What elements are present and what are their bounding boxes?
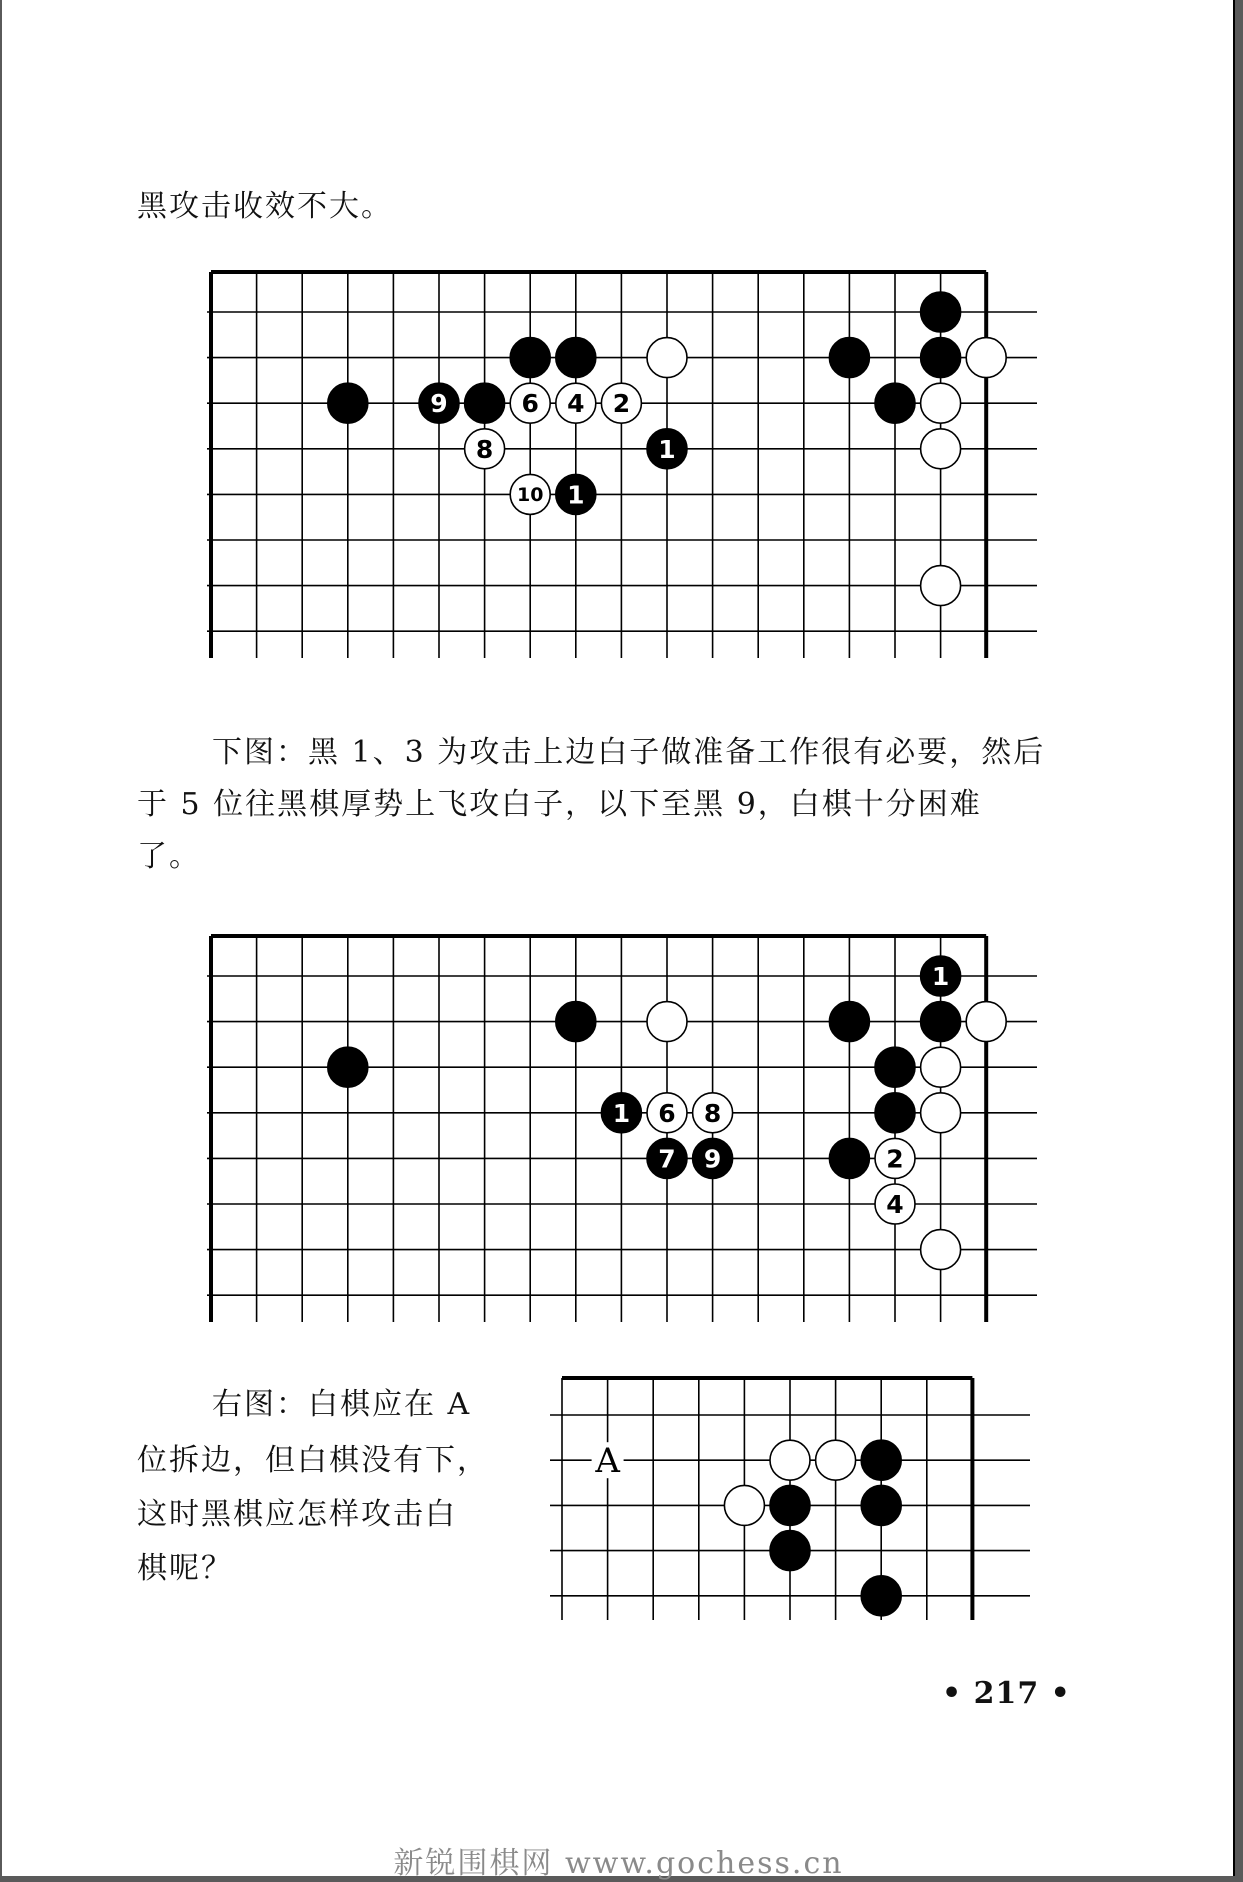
black-stone [328,1047,368,1087]
white-stone [921,383,961,423]
go-diagram-3 [550,1370,1035,1625]
white-stone [921,1230,961,1270]
go-diagram-1 [207,268,1047,662]
stone-number: 8 [703,1098,722,1128]
stone-number: 1 [567,480,585,510]
intro-line: 黑攻击收效不大。 [137,189,393,224]
black-stone [875,1047,915,1087]
black-stone [556,338,596,378]
stone-number: 1 [931,962,950,991]
stone-number: 10 [516,484,544,507]
white-stone [816,1440,856,1480]
white-stone [647,338,687,378]
position-mark-a: A [595,1441,620,1482]
black-stone [861,1576,901,1616]
white-stone [647,1002,687,1042]
black-stone [829,1138,869,1178]
stone-number: 1 [658,434,676,464]
black-stone [875,383,915,423]
black-stone [921,292,961,332]
paragraph-line: 右图：白棋应在 A [212,1387,472,1422]
white-stone [921,566,961,606]
white-stone [966,1002,1006,1042]
black-stone [861,1485,901,1525]
paragraph-line: 下图：黑 1、3 为攻击上边白子做准备工作很有必要，然后 [212,735,1046,770]
page-number: • 217 • [942,1676,1071,1711]
black-stone [328,383,368,423]
black-stone [770,1531,810,1571]
stone-number: 4 [886,1190,904,1219]
stone-number: 1 [612,1098,631,1128]
stone-number: 7 [658,1144,676,1174]
black-stone [921,338,961,378]
stone-number: 6 [658,1098,676,1128]
white-stone [770,1440,810,1480]
stone-number: 9 [430,389,448,419]
stone-number: 9 [703,1144,722,1174]
black-stone [829,338,869,378]
black-stone [770,1485,810,1525]
paragraph-line: 棋呢？ [137,1551,233,1586]
black-stone [829,1002,869,1042]
paragraph-line: 位拆边，但白棋没有下， [137,1443,489,1478]
white-stone [724,1485,764,1525]
white-stone [966,338,1006,378]
go-diagram-2 [207,932,1047,1326]
stone-number: 2 [612,389,631,419]
white-stone [921,1047,961,1087]
paragraph-line: 于 5 位往黑棋厚势上飞攻白子，以下至黑 9，白棋十分困难 [137,787,982,822]
stone-number: 6 [521,389,539,419]
white-stone [921,1093,961,1133]
stone-number: 8 [475,434,494,464]
stone-number: 2 [886,1144,904,1174]
paragraph-line: 这时黑棋应怎样攻击白 [137,1497,457,1532]
stone-number: 4 [567,389,585,419]
black-stone [556,1002,596,1042]
book-page [2,0,1235,1881]
paragraph-line: 了。 [137,839,201,874]
black-stone [465,383,505,423]
black-stone [875,1093,915,1133]
white-stone [921,429,961,469]
black-stone [510,338,550,378]
watermark: 新锐围棋网 www.gochess.cn [393,1846,844,1881]
black-stone [921,1002,961,1042]
black-stone [861,1440,901,1480]
